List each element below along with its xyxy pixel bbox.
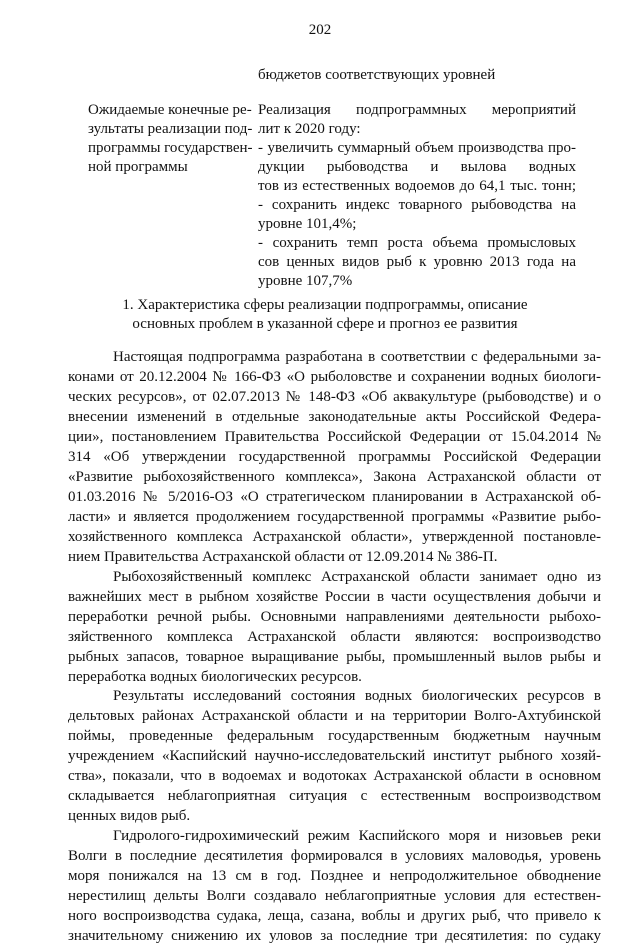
paragraph-line: дельтовых районах Астраханской области и на территории Волго-Ахтубинской	[68, 708, 601, 724]
paragraph-line: ценных видов рыб.	[68, 808, 191, 824]
paragraph-line: хозяйственного комплекса Астраханской области», утвержденной постановле-	[68, 529, 601, 545]
paragraph-line: нием Правительства Астраханской области от 12.09.2014 № 386-П.	[68, 549, 498, 565]
paragraph-line: рыбных запасов, товарное выращивание рыбы, промышленный вылов рыбы и	[68, 649, 601, 665]
table-left-line: Ожидаемые конечные ре-	[88, 102, 252, 118]
table-right-line: - сохранить индекс товарного рыбоводства на	[258, 197, 576, 213]
table-right-line: сов ценных видов рыб к уровню 2013 года на	[258, 254, 576, 270]
table-left-line: зультаты реализации под-	[88, 121, 253, 137]
paragraph-line: 01.03.2016 № 5/2016-ОЗ «О стратегическом планировании в Астраханской об-	[68, 489, 601, 505]
table-right-line: уровне 101,4%;	[258, 216, 357, 232]
paragraph-line: Результаты исследований состояния водных биологических ресурсов в	[113, 688, 601, 704]
paragraph-line: внесении изменений в отдельные законодательные акты Российской Федера-	[68, 409, 601, 425]
paragraph-line: переработки речной рыбы. Основными направлениями деятельности рыбохо-	[68, 609, 601, 625]
paragraph-line: ческих ресурсов», от 02.07.2013 № 148-ФЗ «Об аквакультуре (рыбоводстве) и о	[68, 389, 601, 405]
paragraph-line: «Развитие рыбохозяйственного комплекса», Закона Астраханской области от	[68, 469, 601, 485]
table-continuation-text: бюджетов соответствующих уровней	[258, 67, 496, 83]
paragraph-line: складывается неблагоприятная ситуация с естественным воспроизводством	[68, 788, 601, 804]
paragraph-line: Гидролого-гидрохимический режим Каспийского моря и низовьев реки	[113, 828, 601, 844]
table-right-line: - увеличить суммарный объем производства про-	[258, 140, 576, 156]
paragraph-line: зяйственного комплекса Астраханской области являются: воспроизводство	[68, 629, 601, 645]
section-heading-line: 1. Характеристика сферы реализации подпрограммы, описание	[122, 297, 528, 313]
table-right-line: уровне 107,7%	[258, 273, 353, 289]
table-right-line: дукции рыбоводства и вылова водных	[258, 159, 576, 175]
paragraph-line: ции», постановлением Правительства Российской Федерации от 15.04.2014 №	[68, 429, 601, 445]
table-right-line: лит к 2020 году:	[258, 121, 361, 137]
paragraph-line: ства», показали, что в водоемах и водотоках Астраханской области в основном	[68, 768, 601, 784]
paragraph-line: учреждением «Каспийский научно-исследовательский институт рыбного хозяй-	[68, 748, 601, 764]
paragraph-line: ного воспроизводства судака, леща, сазана, воблы и других рыб, что привело к	[68, 908, 601, 924]
page-number: 202	[308, 22, 332, 38]
paragraph-line: конами от 20.12.2004 № 166-ФЗ «О рыболовстве и сохранении водных биологи-	[68, 369, 601, 385]
paragraph-line: Рыбохозяйственный комплекс Астраханской области занимает одно из	[113, 569, 601, 585]
paragraph-line: моря понижался на 13 см в год. Позднее и непродолжительное обводнение	[68, 868, 601, 884]
paragraph-line: 314 «Об утверждении государственной программы Российской Федерации	[68, 449, 601, 465]
paragraph-line: Волги в последние десятилетия формировался в условиях маловодья, уровень	[68, 848, 601, 864]
paragraph-line: переработка водных биологических ресурсов.	[68, 669, 362, 685]
section-heading-line: основных проблем в указанной сфере и прогноз ее развития	[132, 316, 518, 332]
table-right-line: Реализация подпрограммных мероприятий	[258, 102, 576, 118]
paragraph-line: ласти» и является продолжением государственной программы «Развитие рыбо-	[68, 509, 601, 525]
table-right-line: - сохранить темп роста объема промысловых	[258, 235, 576, 251]
table-right-line: тов из естественных водоемов до 64,1 тыс. тонн;	[258, 178, 576, 194]
table-left-line: ной программы	[88, 159, 188, 175]
paragraph-line: значительному снижению их уловов за последние три десятилетия: по судаку	[68, 928, 601, 944]
paragraph-line: нерестилищ дельты Волги создавало неблагоприятные условия для естествен-	[68, 888, 601, 904]
paragraph-line: поймы, проведенные федеральным государственным бюджетным научным	[68, 728, 601, 744]
paragraph-line: Настоящая подпрограмма разработана в соответствии с федеральными за-	[113, 349, 601, 365]
table-left-line: программы государствен-	[88, 140, 253, 156]
paragraph-line: важнейших мест в рыбном хозяйстве России в части осуществления добычи и	[68, 589, 601, 605]
